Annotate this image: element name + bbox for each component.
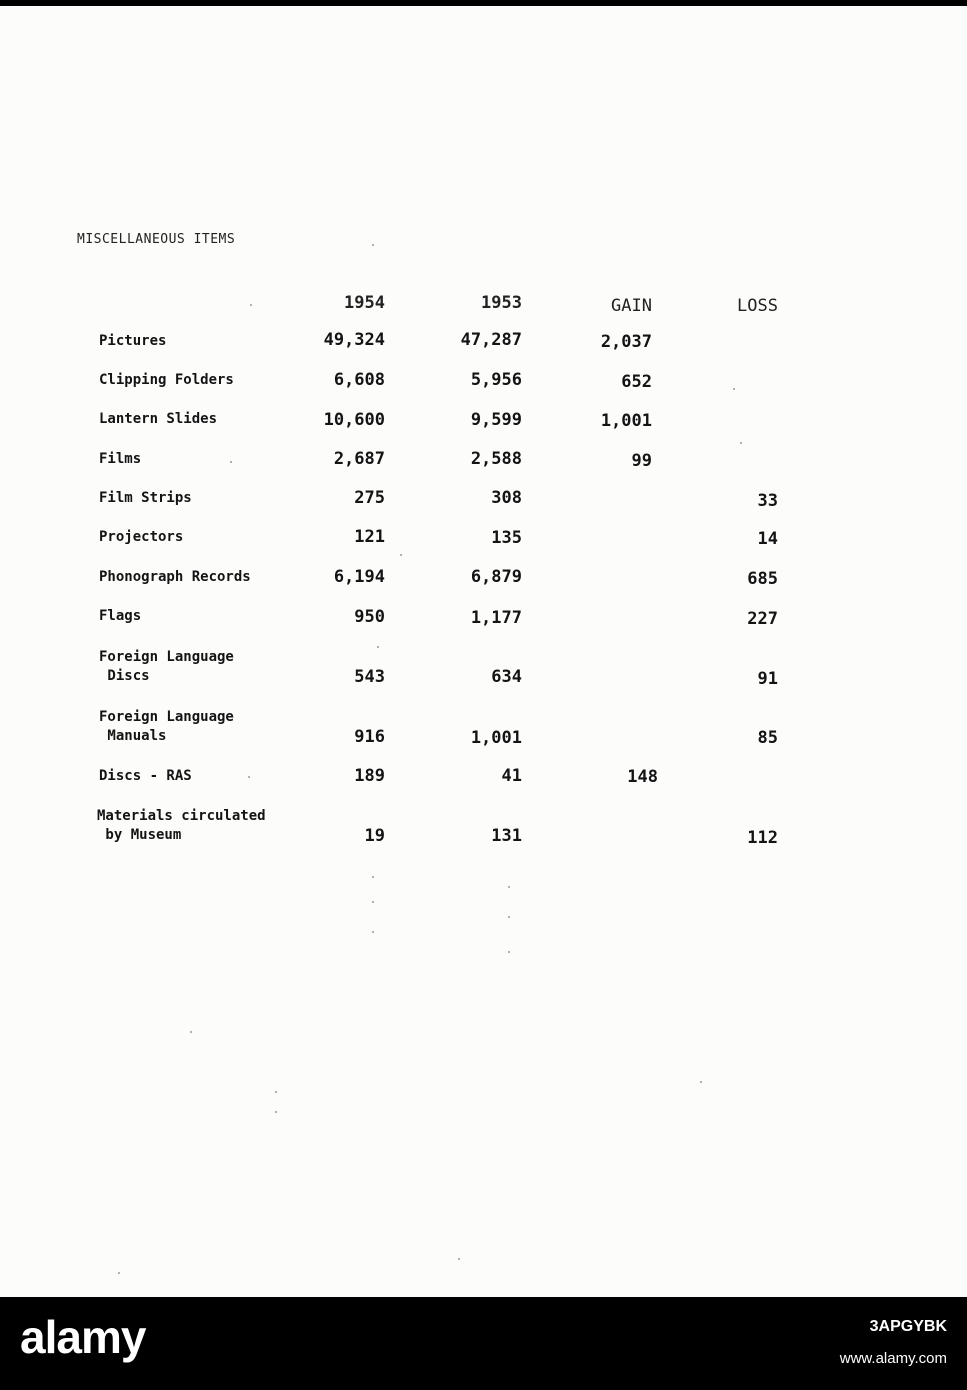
row-value-1953: 131	[491, 826, 522, 846]
column-header-1953: 1953	[481, 293, 522, 313]
scan-speck	[400, 554, 402, 556]
row-value-loss: 33	[757, 491, 778, 511]
scan-speck	[118, 1272, 120, 1274]
scan-speck	[250, 304, 252, 306]
scan-speck	[372, 244, 374, 246]
scan-speck	[508, 886, 510, 888]
scan-speck	[508, 951, 510, 953]
scan-speck	[190, 1031, 192, 1033]
watermark-image-id: 3APGYBK	[869, 1318, 947, 1335]
scan-speck	[372, 901, 374, 903]
row-value-gain: 99	[631, 451, 652, 471]
row-value-1954: 6,194	[333, 567, 385, 587]
row-value-1954: 10,600	[323, 410, 385, 430]
row-label: Film Strips	[99, 490, 192, 506]
row-value-1953: 135	[491, 528, 522, 548]
row-label: Foreign Language Discs	[99, 649, 234, 684]
scan-speck	[733, 388, 735, 390]
row-value-1953: 41	[501, 766, 522, 786]
row-value-1953: 5,956	[470, 370, 522, 390]
row-label: Discs - RAS	[99, 768, 192, 784]
row-value-1953: 6,879	[470, 567, 522, 587]
row-label: Phonograph Records	[99, 569, 251, 585]
row-label: Clipping Folders	[99, 372, 234, 388]
row-value-gain: 148	[627, 767, 658, 787]
row-value-loss: 14	[757, 529, 778, 549]
row-value-loss: 91	[757, 669, 778, 689]
scan-speck	[275, 1091, 277, 1093]
column-header-gain: GAIN	[611, 296, 652, 316]
watermark-logo: alamy	[20, 1311, 146, 1363]
row-value-1953: 9,599	[470, 410, 522, 430]
row-value-1954: 6,608	[333, 370, 385, 390]
row-value-1954: 543	[354, 667, 385, 687]
row-label: Projectors	[99, 529, 184, 545]
scan-speck	[740, 442, 742, 444]
row-value-1953: 1,001	[470, 728, 522, 748]
row-value-gain: 652	[621, 372, 652, 392]
row-value-1954: 49,324	[323, 330, 385, 350]
row-label: Lantern Slides	[99, 411, 218, 427]
row-label: Foreign Language Manuals	[99, 709, 234, 744]
row-value-loss: 85	[757, 728, 778, 748]
row-value-loss: 227	[747, 609, 778, 629]
row-label: Materials circulated by Museum	[97, 808, 266, 843]
scan-speck	[508, 916, 510, 918]
row-value-1954: 275	[354, 488, 385, 508]
row-value-1953: 2,588	[470, 449, 522, 469]
scan-speck	[230, 461, 232, 463]
row-value-1953: 634	[491, 667, 522, 687]
document-page	[0, 6, 967, 1297]
row-value-1954: 950	[354, 607, 385, 627]
scan-speck	[248, 776, 250, 778]
scan-speck	[700, 1081, 702, 1083]
row-value-1954: 2,687	[333, 449, 385, 469]
document-title: MISCELLANEOUS ITEMS	[77, 232, 236, 247]
row-value-gain: 2,037	[600, 332, 652, 352]
column-header-1954: 1954	[344, 293, 385, 313]
row-value-1954: 189	[354, 766, 385, 786]
row-label: Films	[99, 451, 142, 467]
scan-speck	[372, 931, 374, 933]
row-value-1954: 121	[354, 527, 385, 547]
row-value-1954: 916	[354, 727, 385, 747]
column-header-loss: LOSS	[737, 296, 778, 316]
row-value-loss: 112	[747, 828, 778, 848]
scan-speck	[458, 1258, 460, 1260]
row-label: Pictures	[99, 333, 167, 349]
scan-speck	[377, 646, 379, 648]
scan-speck	[372, 876, 374, 878]
row-value-loss: 685	[747, 569, 778, 589]
row-value-1953: 1,177	[470, 608, 522, 628]
row-value-1953: 308	[491, 488, 522, 508]
watermark-url: www.alamy.com	[839, 1350, 947, 1367]
row-label: Flags	[99, 608, 142, 624]
scan-speck	[275, 1111, 277, 1113]
row-value-gain: 1,001	[600, 411, 652, 431]
row-value-1953: 47,287	[460, 330, 522, 350]
row-value-1954: 19	[364, 826, 385, 846]
